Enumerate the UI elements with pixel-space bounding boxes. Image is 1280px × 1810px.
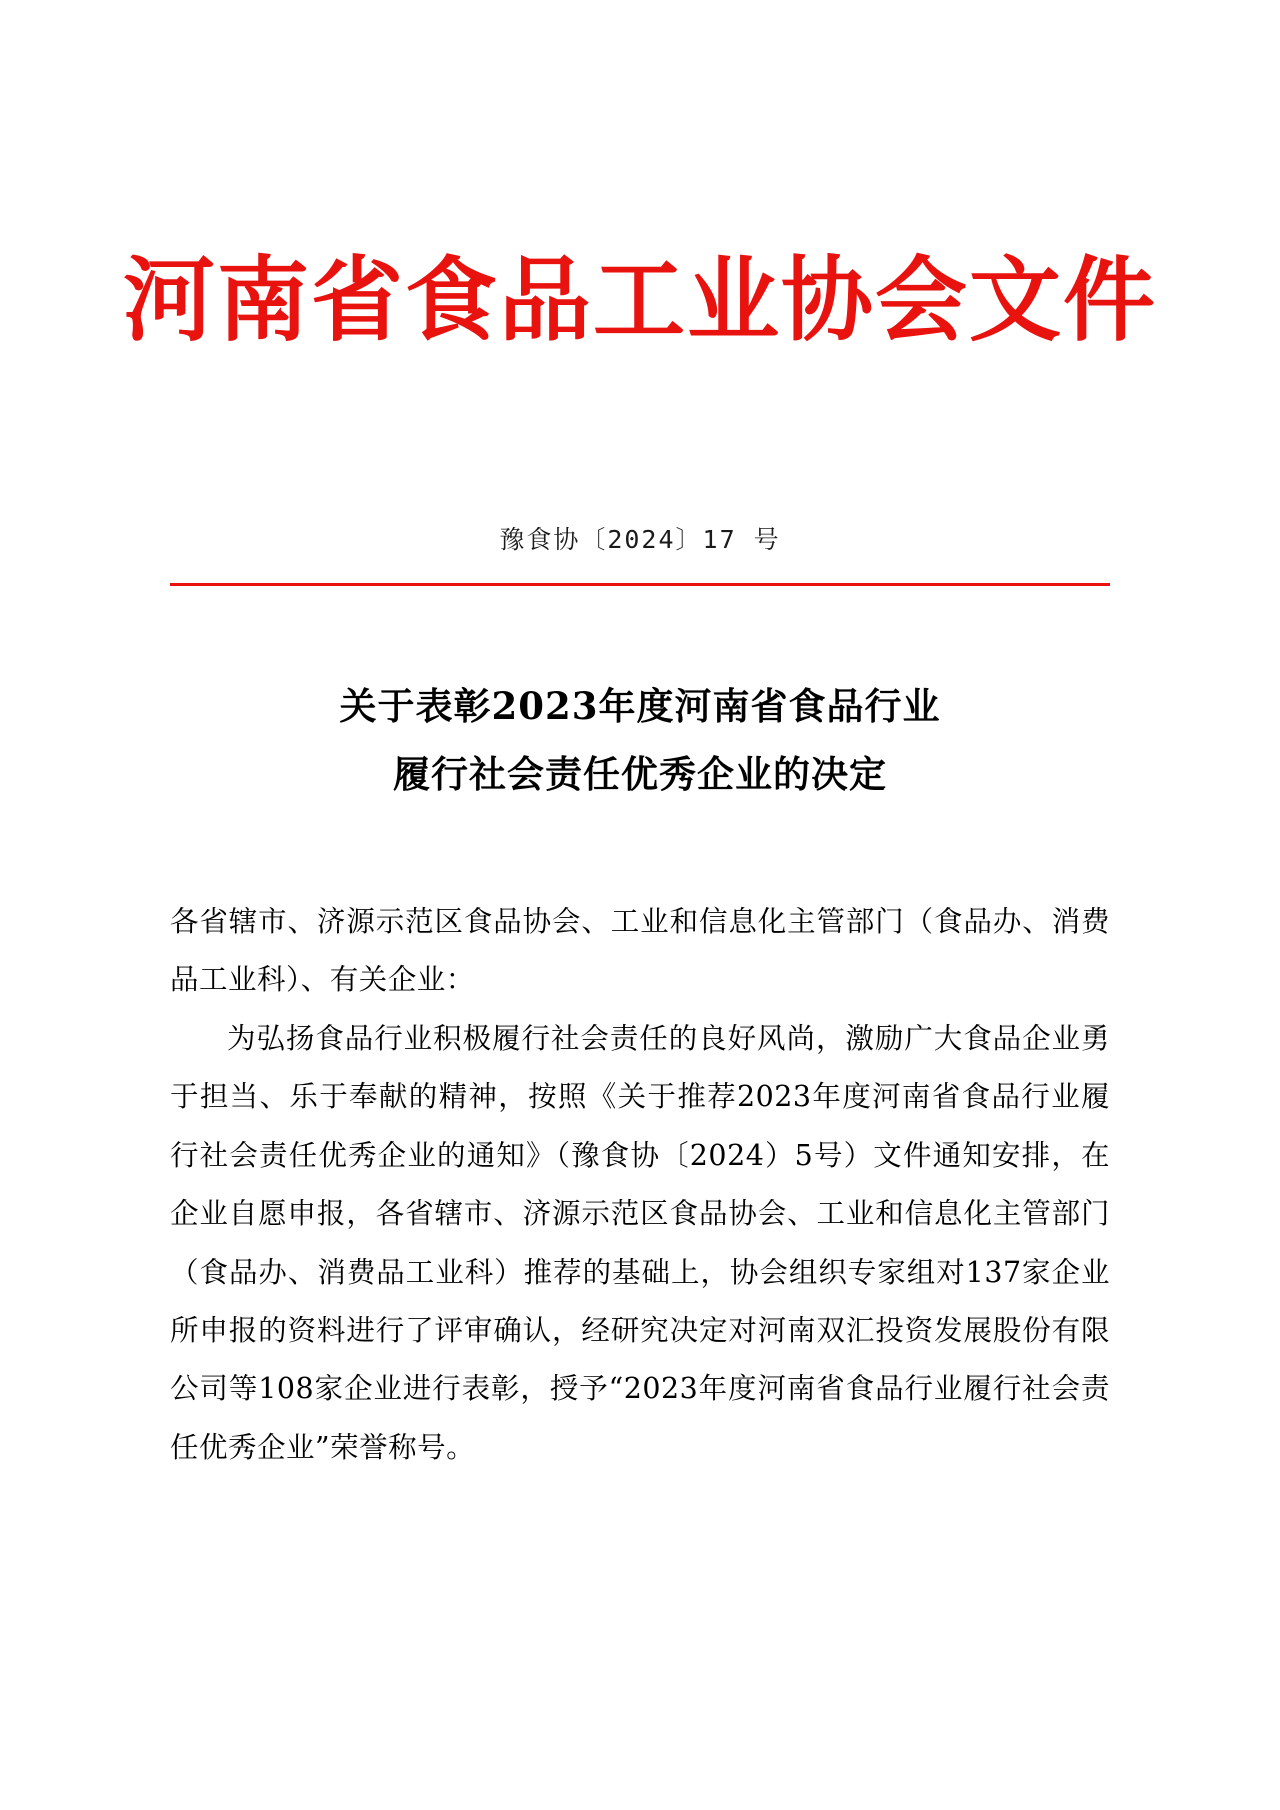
document-body [170, 893, 1110, 1477]
recipients-paragraph: 各省辖市、济源示范区食品协会、工业和信息化主管部门（食品办、消费品工业科）、有关企业： [170, 905, 1110, 997]
masthead-title: 河南省食品工业协会文件 [122, 246, 1157, 354]
document-title-line-1: 关于表彰2023年度河南省食品行业 [339, 684, 941, 728]
document-title [170, 672, 1110, 809]
body-paragraph-1: 为弘扬食品行业积极履行社会责任的良好风尚，激励广大食品企业勇于担当、乐于奉献的精神，按照《关于推荐2023年度河南省食品行业履行社会责任优秀企业的通知》（豫食协〔2024）5号）文件通知安排，在企业自愿申报，各省辖市、济源示范区食品协会、工业和信息化主管部门（食品办、消费品工业科）推荐的基础上，协会组织专家组对137家企业所申报的资料进行了评审确认，经研究决定对河南双汇投资发展股份有限公司等108家企业进行表彰，授予“2023年度河南省食品行业履行社会责任优秀企业”荣誉称号。 [170, 1021, 1110, 1464]
document-number: 豫食协〔2024〕17 号 [499, 525, 781, 554]
red-divider-rule [170, 583, 1110, 586]
masthead [0, 246, 1280, 354]
document-title-line-2: 履行社会责任优秀企业的决定 [393, 752, 887, 797]
